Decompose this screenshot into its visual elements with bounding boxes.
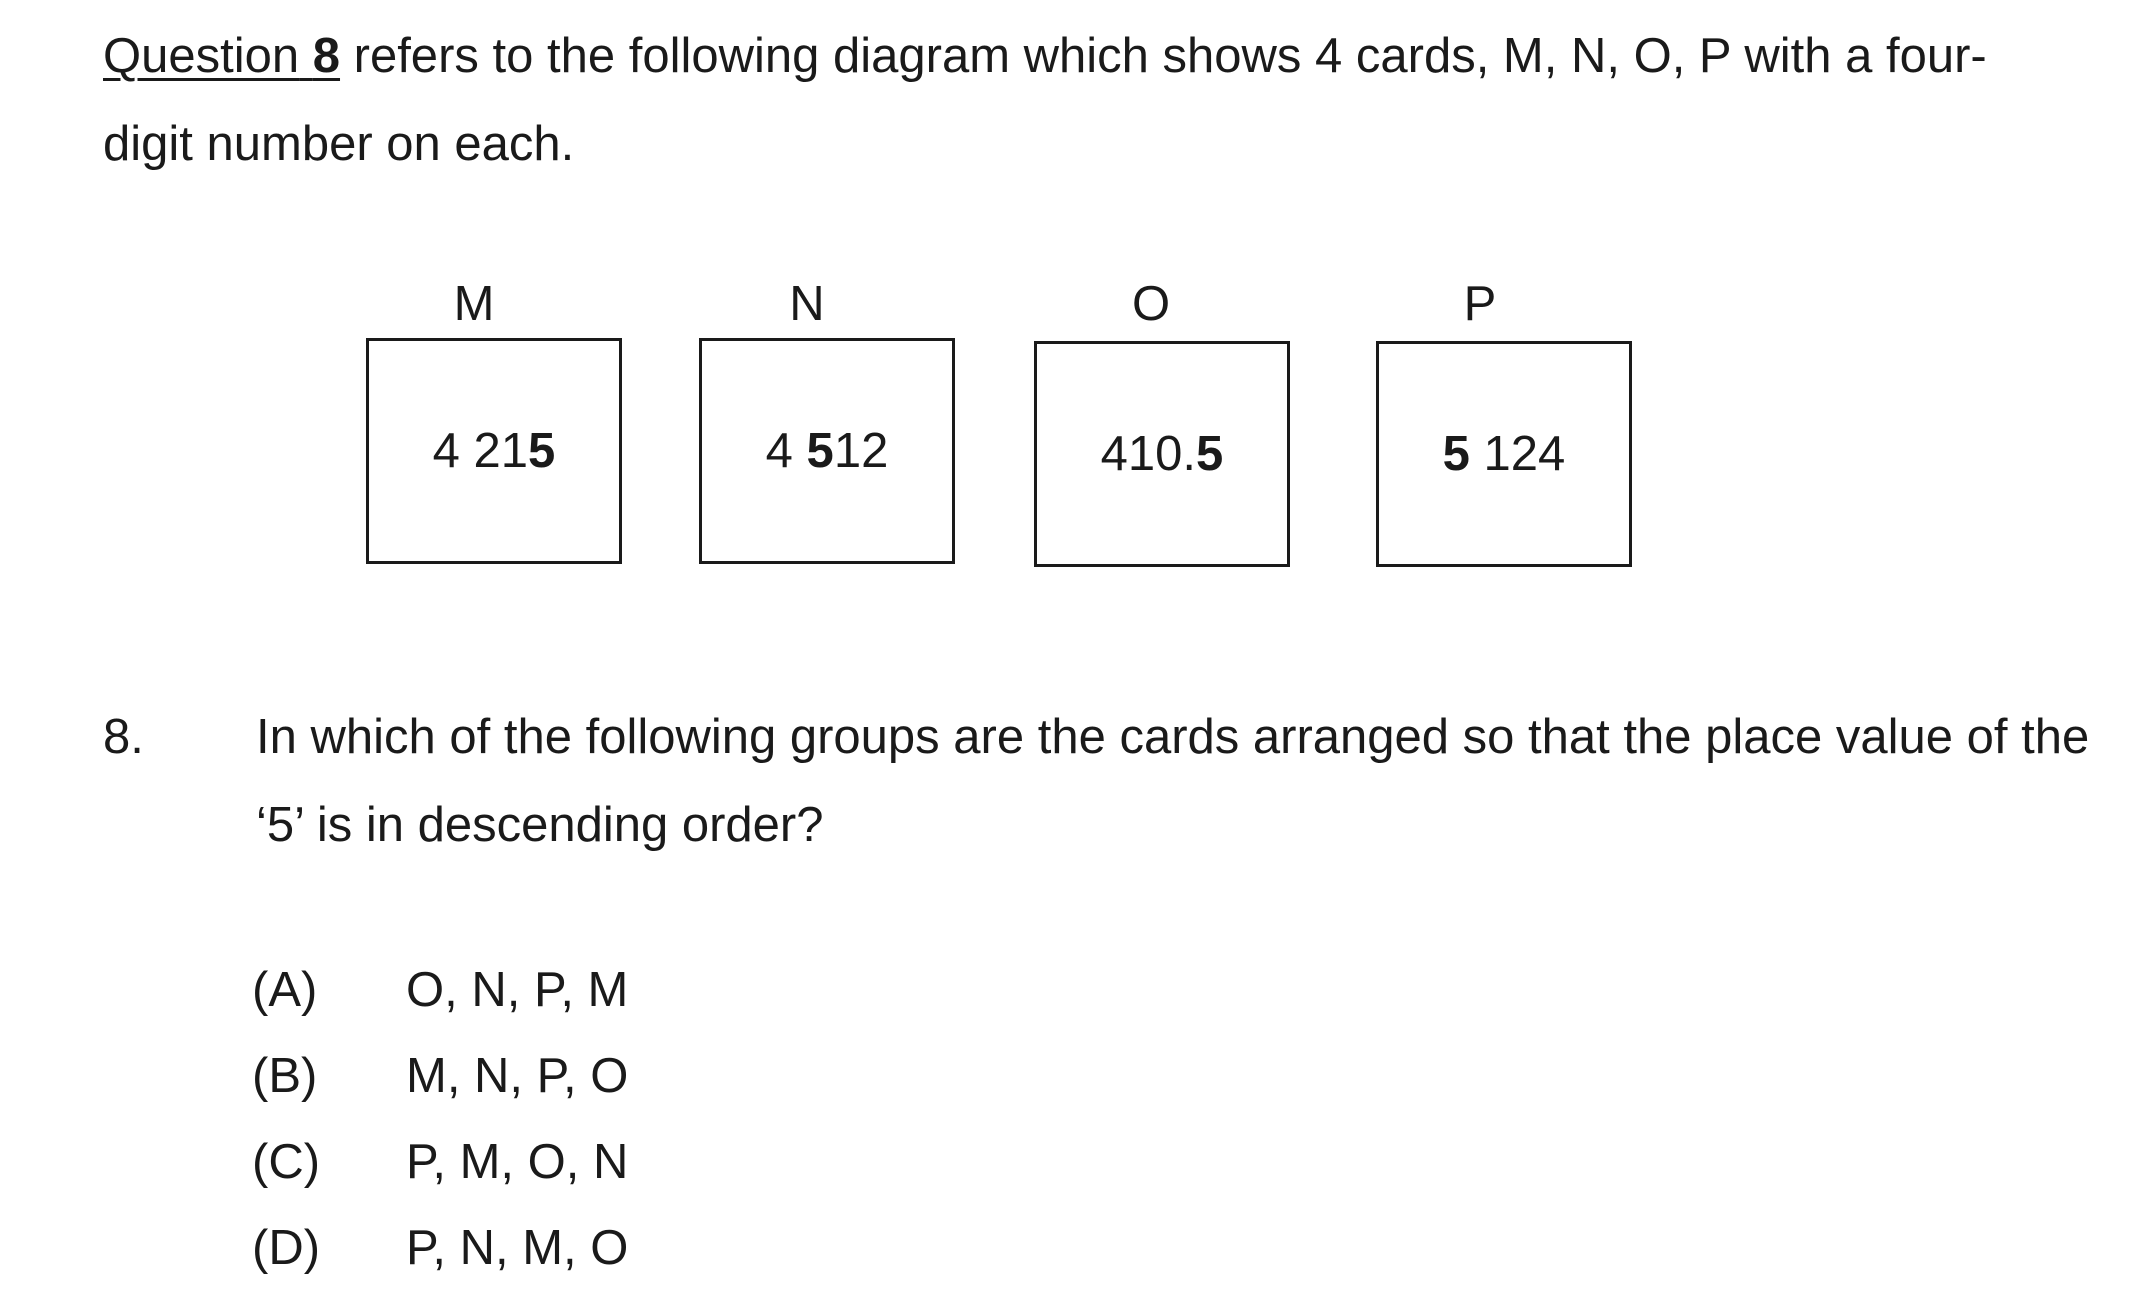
card-label-m: M	[453, 277, 495, 331]
question-reference-number: 8	[312, 29, 341, 83]
card-m-number: 4 215	[432, 424, 556, 478]
card-p-number: 5 124	[1442, 427, 1566, 481]
card-m	[366, 338, 622, 564]
option-c[interactable]	[252, 1132, 628, 1192]
question-text: In which of the following groups are the cards arranged so that the place value of the ‘5’ is in descending order?	[256, 710, 2090, 852]
option-text: P, N, M, O	[406, 1221, 629, 1275]
card-p	[1376, 341, 1632, 567]
option-b[interactable]	[252, 1046, 628, 1106]
question-number: 8.	[103, 710, 144, 764]
option-letter: (C)	[252, 1135, 321, 1189]
card-label-n: N	[789, 277, 825, 331]
card-o	[1034, 341, 1290, 567]
option-letter: (D)	[252, 1221, 321, 1275]
intro-paragraph	[103, 12, 2063, 188]
option-text: P, M, O, N	[406, 1135, 629, 1189]
card-label-o: O	[1131, 277, 1171, 331]
option-letter: (B)	[252, 1049, 318, 1103]
card-n-number: 4 512	[765, 424, 889, 478]
intro-text: refers to the following diagram which shows 4 cards, M, N, O, P with a four-digit number on each.	[103, 29, 1987, 171]
question-reference-word: Question	[103, 29, 300, 83]
option-a[interactable]	[252, 960, 628, 1020]
option-d[interactable]	[252, 1218, 628, 1278]
option-text: M, N, P, O	[406, 1049, 629, 1103]
question-reference	[103, 29, 340, 83]
card-label-p: P	[1463, 277, 1497, 331]
option-letter: (A)	[252, 963, 318, 1017]
card-o-number: 410.5	[1100, 427, 1224, 481]
card-n	[699, 338, 955, 564]
option-text: O, N, P, M	[406, 963, 629, 1017]
